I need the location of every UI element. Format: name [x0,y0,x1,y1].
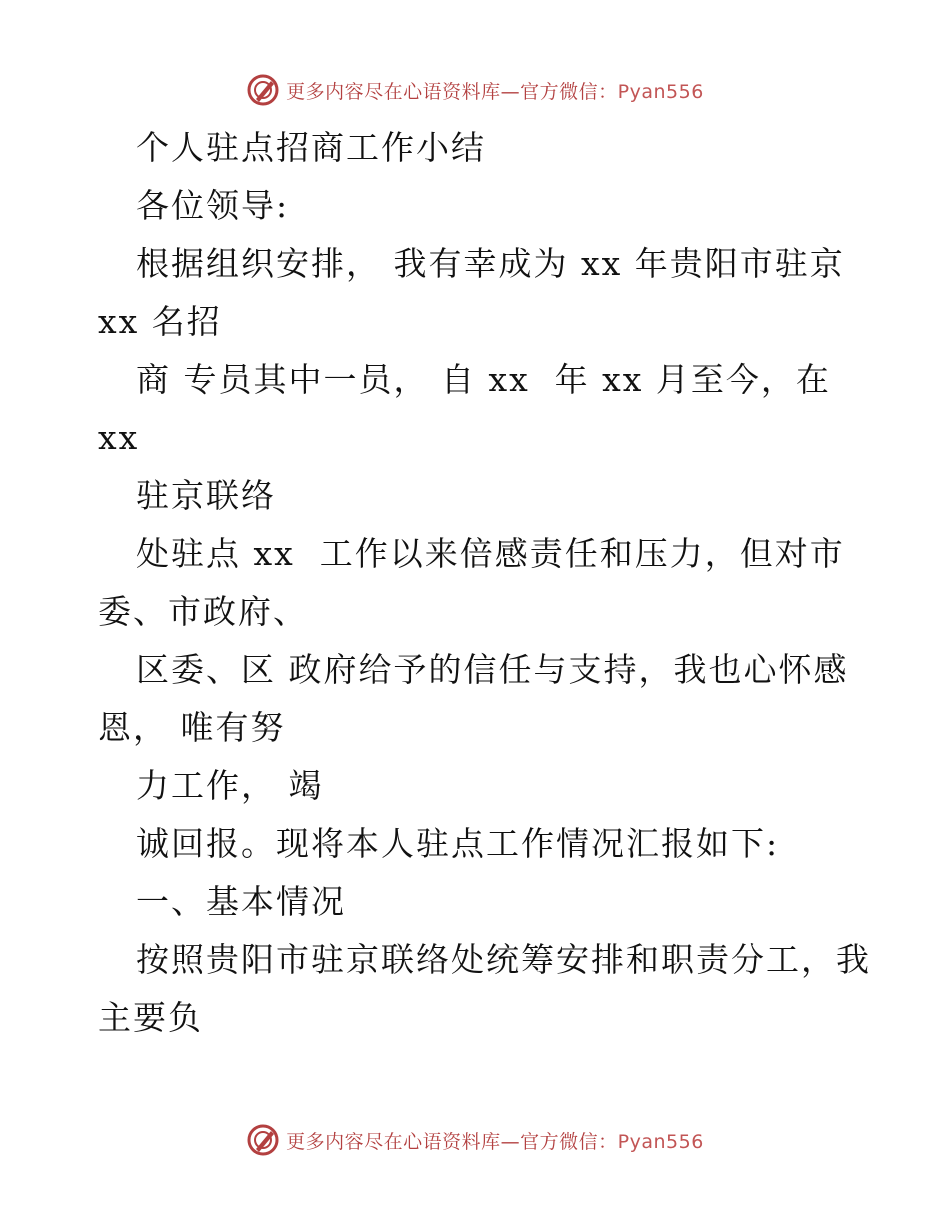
text-line: 委、市政府、 [98,592,308,631]
pen-logo-icon [246,73,280,107]
text-line: xx [98,418,140,457]
text-line: 力工作， 竭 [136,766,324,805]
text-line: 商 专员其中一员， 自 xx 年 xx 月至今，在 [136,360,831,399]
footer-watermark [0,1120,950,1160]
watermark-text: 更多内容尽在心语资料库—官方微信：Pyan556 [286,80,704,103]
text-line: 主要负 [98,998,203,1037]
text-line: 处驻点 xx 工作以来倍感责任和压力，但对市 [136,534,845,573]
text-line: 区委、区 政府给予的信任与支持，我也心怀感 [136,650,849,689]
header-watermark [0,70,950,110]
watermark-text: 更多内容尽在心语资料库—官方微信：Pyan556 [286,1130,704,1153]
pen-logo-icon [246,1123,280,1157]
text-line: 各位领导: [136,186,290,225]
text-line: 驻京联络 [136,476,276,515]
text-line: xx 名招 [98,302,222,341]
text-line: 恩， 唯有努 [98,708,286,747]
text-line: 按照贵阳市驻京联络处统筹安排和职责分工，我 [136,940,871,979]
text-line: 诚回报。现将本人驻点工作情况汇报如下: [136,824,780,863]
text-line: 根据组织安排， 我有幸成为 xx 年贵阳市驻京 [136,244,845,283]
section-heading: 一、基本情况 [136,882,346,921]
document-title: 个人驻点招商工作小结 [136,128,486,167]
